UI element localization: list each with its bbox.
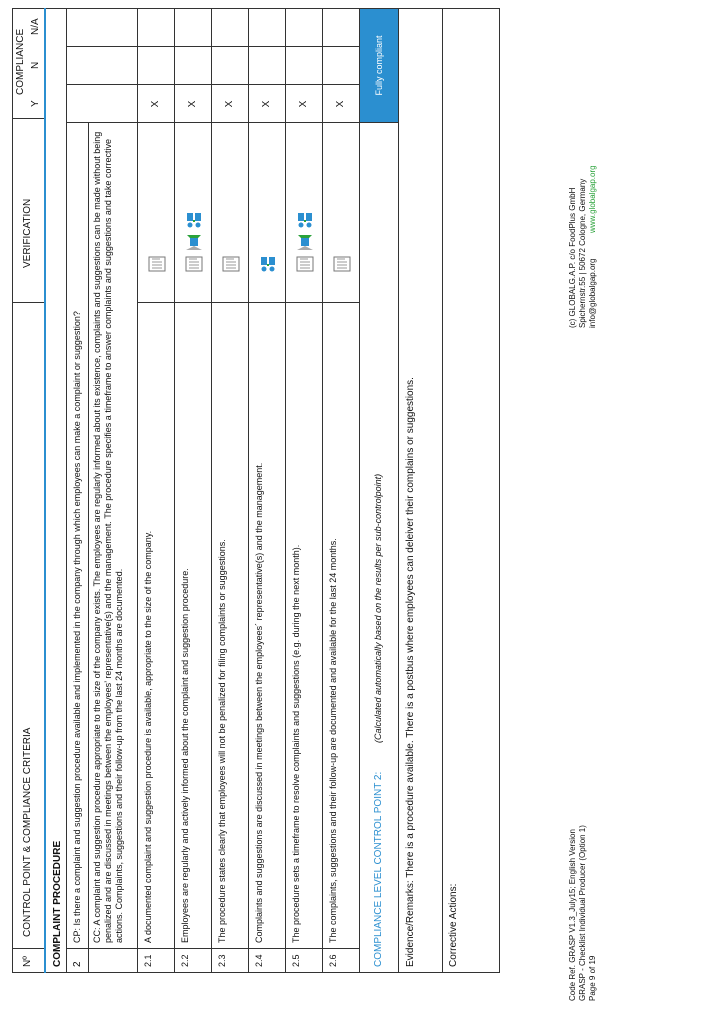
item-text: Complaints and suggestions are discussed in meetings between the employees´ representative(s) and the management. xyxy=(254,462,264,943)
compliance-mark-y: X xyxy=(298,100,309,108)
header-na: N/A xyxy=(30,18,41,35)
compliance-mark-y: X xyxy=(335,100,346,108)
document-icon xyxy=(148,255,166,273)
footer-email[interactable]: info@globalgap.org xyxy=(588,258,597,328)
header-verification: VERIFICATION xyxy=(22,198,33,268)
interview-icon xyxy=(185,211,203,229)
footer-copyright: (c) GLOBALG.A.P. c/o FoodPlus GmbH xyxy=(568,187,577,328)
compliance-result-badge: Fully compliant xyxy=(360,9,398,122)
corrective-actions: Corrective Actions: xyxy=(448,883,459,967)
evidence-remarks: Evidence/Remarks: There is a procedure available. There is a postbus where employees can deleiver their complains or suggestions. xyxy=(405,377,416,967)
footer-page-number: Page 9 of 19 xyxy=(588,955,597,1001)
site-visit-icon xyxy=(296,233,314,251)
checklist-table xyxy=(12,8,512,973)
header-number: Nº xyxy=(22,956,33,967)
compliance-level-note: (Calculated automatically based on the results per sub-controlpoint) xyxy=(373,473,383,743)
section-title: COMPLAINT PROCEDURE xyxy=(52,840,63,967)
interview-icon xyxy=(259,255,277,273)
cp-number: 2 xyxy=(72,961,83,967)
interview-icon xyxy=(296,211,314,229)
footer-address: Spichernstr.55 | 50672 Cologne, Germany xyxy=(578,178,587,328)
footer-website-link[interactable]: www.globalgap.org xyxy=(588,165,597,233)
compliance-mark-y: X xyxy=(224,100,235,108)
footer-code-ref: Code Ref. GRASP V1.3_July15; English Version xyxy=(568,829,577,1001)
document-icon xyxy=(333,255,351,273)
item-text: The procedure states clearly that employees will not be penalized for filing complaints or suggestions. xyxy=(217,539,227,943)
item-number: 2.1 xyxy=(143,954,153,967)
document-icon xyxy=(185,255,203,273)
compliance-mark-y: X xyxy=(187,100,198,108)
item-text: Employees are regularly and actively informed about the complaint and suggestion procedure. xyxy=(180,568,190,943)
cp-question: CP: Is there a complaint and suggestion procedure available and implemented in the company through which employees can make a complaint or suggestion? xyxy=(72,311,82,943)
cc-text: CC: A complaint and suggestion procedure appropriate to the size of the company exists. The employees are regularly informed about its existence, complaints and suggestions can be made without being penalized and are discussed in meetings between the employees’ representative(s) and the management. The procedure specifies a timeframe to answer complaints and suggestions and take corrective actions. Complaints, suggestions and their follow-up from the last 24 months are documented. xyxy=(92,131,124,943)
compliance-mark-y: X xyxy=(150,100,161,108)
item-number: 2.6 xyxy=(328,954,338,967)
document-icon xyxy=(222,255,240,273)
header-y: Y xyxy=(30,100,41,107)
item-number: 2.3 xyxy=(217,954,227,967)
document-icon xyxy=(296,255,314,273)
item-text: The procedure sets a timeframe to resolve complaints and suggestions (e.g. during the next month). xyxy=(291,544,301,943)
item-number: 2.5 xyxy=(291,954,301,967)
header-n: N xyxy=(30,61,41,69)
footer-checklist-name: GRASP - Checklist Individual Producer (Option 1) xyxy=(578,825,587,1001)
compliance-mark-y: X xyxy=(261,100,272,108)
item-text: The complaints, suggestions and their follow-up are documented and available for the last 24 months. xyxy=(328,538,338,943)
item-number: 2.4 xyxy=(254,954,264,967)
item-number: 2.2 xyxy=(180,954,190,967)
header-criteria: CONTROL POINT & COMPLIANCE CRITERIA xyxy=(22,727,33,937)
compliance-level-label: COMPLIANCE LEVEL CONTROL POINT 2: xyxy=(373,771,384,967)
header-compliance: COMPLIANCE xyxy=(15,28,26,95)
site-visit-icon xyxy=(185,233,203,251)
item-text: A documented complaint and suggestion procedure is available, appropriate to the size of the company. xyxy=(143,530,153,943)
